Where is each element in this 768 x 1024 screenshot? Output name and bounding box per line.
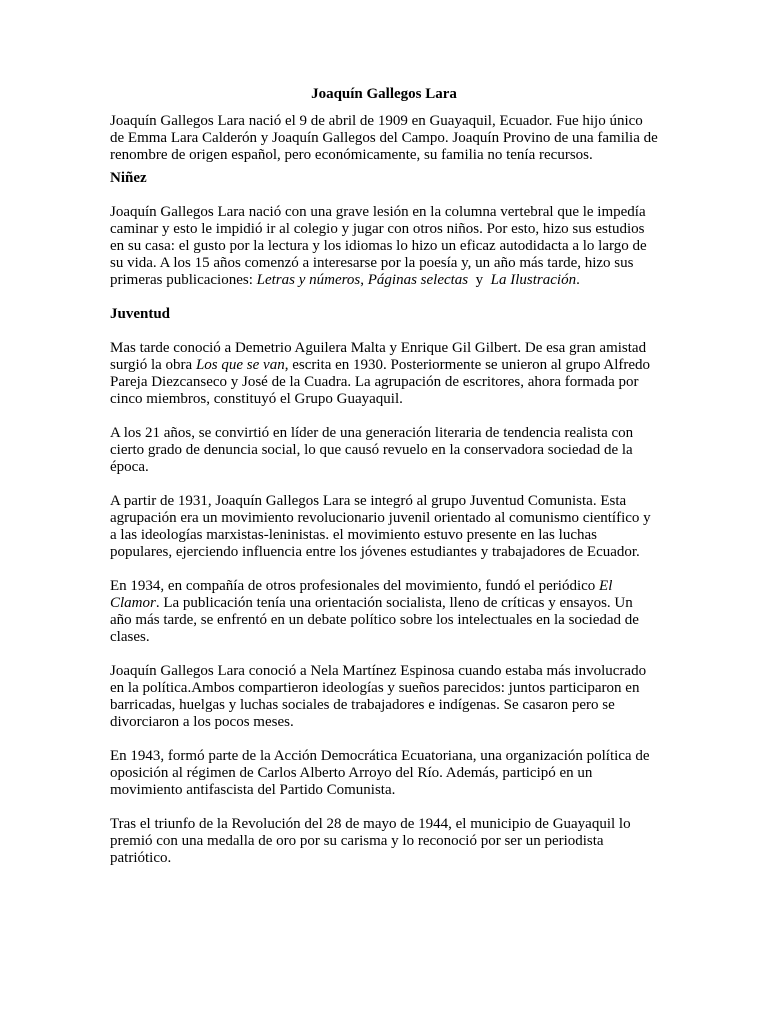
juventud-p4-text-end: . La publicación tenía una orientación socialista, lleno de críticas y ensayos. Un año más tarde, se enfrentó en un debate político sobre los intelectuales en la sociedad de clases.	[110, 595, 639, 645]
juventud-paragraph-5: Joaquín Gallegos Lara conoció a Nela Martínez Espinosa cuando estaba más involucrado en la política.Ambos compartieron ideologías y sueños parecidos: juntos participaron en barricadas, huelgas y luchas sociales de trabajadores e indígenas. Se casaron pero se divorciaron a los pocos meses.	[110, 663, 647, 730]
juventud-paragraph-7: Tras el triunfo de la Revolución del 28 de mayo de 1944, el municipio de Guayaquil lo premió con una medalla de oro por su carisma y lo reconoció por ser un periodista patriótico.	[110, 816, 631, 866]
intro-paragraph: Joaquín Gallegos Lara nació el 9 de abril de 1909 en Guayaquil, Ecuador. Fue hijo único de Emma Lara Calderón y Joaquín Gallegos del Campo. Joaquín Provino de una familia de renombre de origen español, pero económicamente, su familia no tenía recursos.	[110, 113, 658, 163]
juventud-paragraph-4	[110, 578, 658, 646]
heading-juventud: Juventud	[110, 306, 171, 322]
work-la-ilustracion: La Ilustración	[490, 272, 577, 288]
document-title: Joaquín Gallegos Lara	[311, 86, 457, 102]
ninez-paragraph	[110, 204, 658, 289]
juventud-paragraph-3: A partir de 1931, Joaquín Gallegos Lara se integró al grupo Juventud Comunista. Esta agrupación era un movimiento revolucionario juvenil orientado al comunismo científico y a las ideologías marxistas-leninistas. el movimiento estuvo presente en las luchas populares, ejerciendo influencia entre los jóvenes estudiantes y trabajadores de Ecuador.	[110, 493, 651, 560]
heading-ninez: Niñez	[110, 170, 147, 186]
work-letras-y-numeros: Letras y números	[256, 272, 361, 288]
juventud-p4-text: En 1934, en compañía de otros profesionales del movimiento, fundó el periódico	[110, 578, 600, 594]
work-los-que-se-van: Los que se van	[195, 357, 285, 373]
juventud-paragraph-1	[110, 340, 658, 408]
period: .	[576, 272, 580, 288]
separator: ,	[360, 272, 368, 288]
work-el-clamor: El Clamor	[110, 578, 613, 611]
work-paginas-selectas: Páginas selectas	[367, 272, 469, 288]
juventud-paragraph-2: A los 21 años, se convirtió en líder de una generación literaria de tendencia realista con cierto grado de denuncia social, lo que causó revuelo en la conservadora sociedad de la época.	[110, 425, 634, 475]
juventud-p1-text-end: , escrita en 1930. Posteriormente se unieron al grupo Alfredo Pareja Diezcanseco y José de la Cuadra. La agrupación de escritores, ahora formada por cinco miembros, constituyó el Grupo Guayaquil.	[110, 357, 651, 407]
document-page	[110, 86, 658, 884]
ninez-text: Joaquín Gallegos Lara nació con una grave lesión en la columna vertebral que le impedía caminar y esto le impidió ir al colegio y jugar con otros niños. Por esto, hizo sus estudios en su casa: el gusto por la lectura y los idiomas lo hizo un eficaz autodidacta a lo largo de su vida. A los 15 años comenzó a interesarse por la poesía y, un año más tarde, hizo sus primeras publicaciones:	[110, 204, 647, 288]
juventud-paragraph-6: En 1943, formó parte de la Acción Democrática Ecuatoriana, una organización política de oposición al régimen de Carlos Alberto Arroyo del Río. Además, participó en un movimiento antifascista del Partido Comunista.	[110, 748, 650, 798]
juventud-p1-text: Mas tarde conoció a Demetrio Aguilera Malta y Enrique Gil Gilbert. De esa gran amistad surgió la obra	[110, 340, 647, 373]
separator: y	[468, 272, 491, 288]
